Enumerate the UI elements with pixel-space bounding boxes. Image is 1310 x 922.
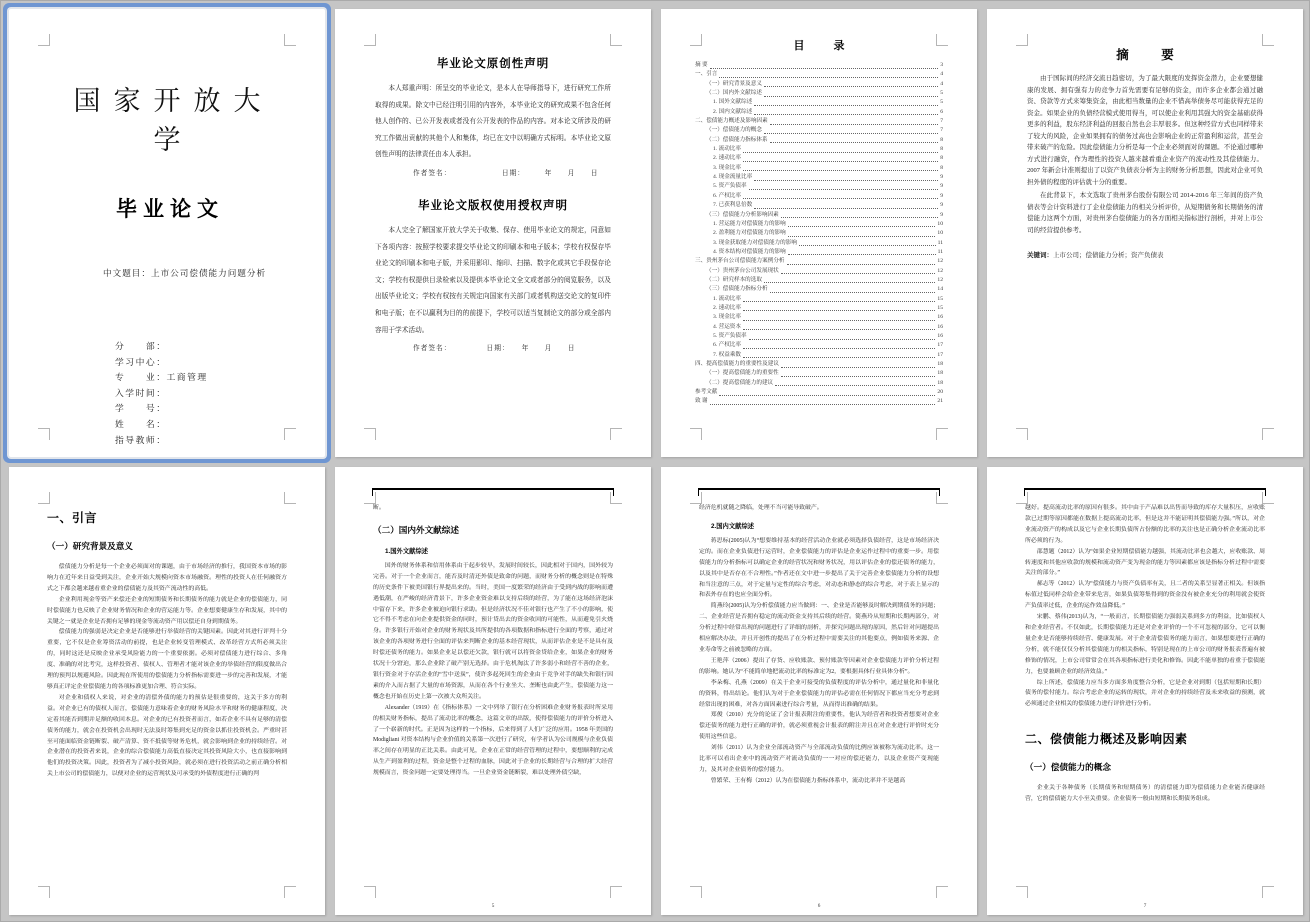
toc-dot-leader [743, 357, 935, 358]
paragraph: 刘伟（2011）认为企业全部流动资产与全部流动负债的比例应该被称为流动比率。这一比率可以看出企业中的流动资产对流动负债的一一对应的偿还能力，以及企业资产变现能力，及其对企业债务的偿付能力。 [699, 745, 939, 773]
toc-entry[interactable] [695, 182, 943, 191]
toc-entry-label: （一）偿债能力的概念 [706, 127, 762, 134]
page-content [661, 467, 977, 915]
toc-dot-leader [743, 320, 935, 321]
toc-entry-label: 1. 营运能力对偿债能力的影响 [713, 220, 786, 227]
toc-list [695, 61, 943, 407]
toc-entry[interactable] [695, 80, 943, 89]
toc-entry[interactable] [695, 145, 943, 154]
paragraph: 郝志等（2012）认为“偿债能力与资产负债率有关，且二者的关系呈显著正相关。但该指标值过低同样会给企业带来危害，如果负债筹集得到的资金没有被企业充分的利用就会使资产负债率过低，企业的运作效益降低。” [1025, 581, 1265, 610]
toc-page-number: 16 [937, 314, 943, 321]
subsubsection-heading: 1.国外文献综述 [385, 547, 429, 555]
toc-entry[interactable] [695, 136, 943, 145]
toc-dot-leader [781, 273, 936, 274]
toc-entry-label: （一）研究背景及意义 [706, 80, 762, 87]
subsubsection-heading: 2.国内文献综述 [711, 522, 755, 530]
toc-page-number: 14 [937, 286, 943, 293]
toc-entry-label: 四、提高偿债能力的重要性及建议 [695, 361, 779, 367]
toc-page-number: 7 [940, 127, 943, 134]
toc-page-number: 12 [937, 276, 943, 283]
toc-entry-label: （一）贵州茅台公司发展现状 [706, 267, 779, 274]
paragraph: 本人郑重声明：所呈交的毕业论文，是本人在导师指导下，进行研究工作所取得的成果。除文中已经注明引用的内容外，本毕业论文的研究成果不包含任何他人创作的、已公开发表或者没有公开发表的作品的内容。对本论文所涉及的研究工作做出贡献的其他个人和集体，均已在文中以明确方式标明。本毕业论文原创性声明的法律责任由本人承担。 [375, 85, 611, 159]
toc-entry[interactable] [695, 61, 943, 70]
abstract-title: 摘 要 [1116, 48, 1184, 62]
keywords-label: 关键词： [1027, 252, 1053, 259]
margin-mark-br [1262, 886, 1274, 898]
paragraph: 宋鹏、蔡伟(2013)认为，“一般而言，长期偿债能力强弱关系到多方的利益，比如债权人和企业经营者。不仅如此，长期偿债能力还是对企业评价的一个不可忽视的部分，它可以衡量企业是否能够持续经营、健康发展。对于企业清偿债务的能力而言，如果想要进行正确的分析，就不能仅仅分析其偿债能力的相关指标，特别是现在的上市公司的财务报表普遍有被修饰的情况，上市公司常常会在其各项指标进行美化和修饰。因此不能单独的看重于偿债能力，也要兼顾企业的经济效益。” [1025, 614, 1265, 675]
toc-page-number: 12 [937, 267, 943, 274]
toc-dot-leader [743, 301, 935, 302]
margin-mark-tr [284, 34, 296, 46]
toc-entry-label: 2. 速动比率 [713, 155, 741, 162]
toc-dot-leader [743, 198, 938, 199]
toc-dot-leader [775, 385, 935, 386]
paragraph: 在此背景下，本文选取了贵州茅台股份有限公司 2014-2016 年三年间的资产负债表等会计资料进行了企业偿债能力的相关分析评价，从短期债务和长期债务的清偿能力这两个方面，对贵州茅台偿债能力的各方面相关指标进行剖析，并对上市公司的经营提供参考。 [1027, 192, 1263, 234]
margin-mark-tl [1016, 34, 1028, 46]
subsection-heading: （一）研究背景及意义 [47, 541, 133, 551]
paragraph: 对企业和债权人来说，对企业的清偿外债的能力的预估是很重要的，这关于多方的利益。对企业已有的债权人而言，偿债能力意味着企业的财务风险水平和财务的健康程度，决定着其能否到期并足额的收回本息。对企业的已有投资者而言，如若企业不具有足够的清偿债务的能力，就会在投资机会出现时无法及时筹集到充足的资金以抓住投资机会。严重时甚至可能面临资金链断裂、破产清算、资不抵债等财务危机，就会影响到企业的持续经营。对企业潜在的投资者来说，企业的综合偿债能力高低直接决定其投资风险大小，也直接影响到他们的投资决策。因此，投资者为了减小投资风险，就必须在进行投资活动之前正确分析相关上市公司的偿债能力，以便对企业的运营现状及可承受的外债程度进行正确的判 [47, 694, 287, 778]
university-name: 国家开放大学 [73, 86, 274, 155]
margin-mark-bl [1016, 886, 1028, 898]
paragraph: 本人完全了解国家开放大学关于收集、保存、使用毕业论文的规定，同意如下各项内容：按照学校要求提交毕业论文的印刷本和电子版本；学校有权保存毕业论文的印刷本和电子版，并采用影印、缩印、扫描、数字化或其它手段保存论文；学校有权提供目录检索以及提供本毕业论文全文或者部分的阅览服务，以及出版毕业论文；学校有权按有关规定向国家有关部门或者机构送交论文的复印件和电子版；在不以赢利为目的的前提下，学校可以适当复制论文的部分或全部内容用于学术活动。 [375, 226, 611, 334]
toc-entry-label: 3. 现金获取能力对偿债能力的影响 [713, 239, 797, 246]
toc-entry-label: 7. 权益乘数 [713, 351, 741, 358]
margin-mark-tl [364, 492, 376, 504]
signature-line: 作者签名： 日期： 年 月 日 [413, 169, 599, 177]
margin-mark-bl [1016, 428, 1028, 440]
toc-page-number: 15 [937, 304, 943, 311]
cover-field: 分 部： [115, 341, 167, 351]
toc-entry[interactable] [695, 126, 943, 135]
toc-dot-leader [781, 217, 938, 218]
paragraph: 蒋思标(2005)认为“想要维持基本的经营活动企业就必须选择负债经营，这是市场经济决定的。而在企业负债进行运营时，企业偿债能力的评估是企业运作过程中的重要一步。用偿债能力的分析指标可以确定企业的经营状况和财务状况，用以评估企业的偿还债务的能力，以及其中是否存在不合理性。”作者还在文中进一步提出了关于完善企业偿债能力分析的设想和当注意的三点，对于定量与定性的综合考虑，对动态和静态的综合考虑，对于表上显示的和表外存在的也应全面分析。 [699, 537, 939, 599]
margin-mark-bl [364, 886, 376, 898]
toc-entry-label: 二、偿债能力概述及影响因素 [695, 118, 768, 125]
page-thumbnail-4[interactable] [987, 9, 1303, 457]
toc-entry[interactable] [695, 154, 943, 163]
toc-entry-label: 2. 盈利能力对偿债能力的影响 [713, 230, 786, 237]
toc-dot-leader [749, 189, 939, 190]
toc-page-number: 15 [937, 295, 943, 302]
toc-entry-label: 1. 流动比率 [713, 295, 741, 302]
toc-entry[interactable] [695, 369, 943, 378]
toc-entry-label: 5. 资产负债率 [713, 332, 747, 339]
subsection-heading: （二）国内外文献综述 [373, 524, 459, 535]
toc-dot-leader [749, 339, 936, 340]
cover-field: 入学时间： [115, 387, 167, 398]
margin-mark-br [610, 428, 622, 440]
toc-dot-leader [710, 404, 936, 405]
cover-fields [115, 339, 285, 448]
subsection-heading: （一）偿债能力的概念 [1025, 762, 1111, 773]
toc-page-number: 18 [937, 379, 943, 386]
paragraph: 偿债能力的强弱是决定企业是否能够进行举债经营的关键因素。因此对其进行评判十分重要，它不仅是企业筹资活动的前提，也是企业转变管理模式、改革经营方式所必须关注的，同时这还是反映企业承受风险能力的一个重要依据。必须对偿债能力进行综合、多角度、准确的对比考究，这样投资者、债权人、管理者才能对该企业的举债经营的限度做出合理的预判以规避风险。因此现在所使用的偿债能力分析指标需要进一步的完善和发展，才能够真正评定企业偿债能力的各项标准更加合理、符合实际。 [47, 629, 287, 690]
continuation-line: 断。 [373, 505, 385, 511]
paragraph: 曾繁荣、王有梅（2012）认为在偿债能力指标体系中，流动比率并不是越高 [710, 777, 906, 784]
margin-mark-br [284, 886, 296, 898]
toc-page-number: 6 [940, 108, 943, 115]
toc-entry-label: 6. 产权比率 [713, 192, 741, 199]
margin-mark-tl [690, 34, 702, 46]
toc-entry[interactable] [695, 108, 943, 117]
toc-page-number: 9 [940, 174, 943, 181]
toc-dot-leader [788, 236, 936, 237]
page-content [335, 467, 651, 915]
toc-dot-leader [764, 133, 938, 134]
toc-dot-leader [754, 180, 938, 181]
page-header-rule [1024, 488, 1266, 490]
toc-entry-label: （二）国内外文献综述 [706, 90, 762, 97]
paragraph: 企业关于各种债务（长期债务和短期债务）的清偿能力即为偿债能力企业能否健康经营，它的偿债能力大小至关重要。企业债务一般由短期和长期债务组成。 [1025, 785, 1265, 803]
continuation-line: 经济危机就随之降临，处理不当可能导致破产。 [699, 505, 823, 511]
toc-page-number: 8 [940, 164, 943, 171]
toc-page-number: 17 [937, 342, 943, 349]
toc-dot-leader [743, 310, 935, 311]
toc-page-number: 8 [940, 146, 943, 153]
toc-page-number: 18 [937, 370, 943, 377]
thesis-topic-line: 中文题目：上市公司偿债能力问题分析 [103, 268, 267, 278]
margin-mark-bl [38, 428, 50, 440]
toc-dot-leader [743, 329, 935, 330]
toc-entry[interactable] [695, 332, 943, 341]
toc-entry[interactable] [695, 360, 943, 369]
toc-dot-leader [764, 86, 938, 87]
toc-page-number: 4 [940, 71, 943, 78]
toc-dot-leader [743, 152, 938, 153]
toc-entry-label: （二）提高偿债能力的建议 [706, 379, 774, 386]
signature-line: 作者签名： 日期： 年 月 日 [413, 345, 576, 353]
toc-entry-label: 4. 现金流量比率 [713, 174, 753, 181]
margin-mark-tr [936, 34, 948, 46]
toc-page-number: 9 [940, 192, 943, 199]
toc-dot-leader [764, 96, 938, 97]
toc-entry-label: 1. 流动比率 [713, 146, 741, 153]
toc-entry[interactable] [695, 70, 943, 79]
toc-dot-leader [743, 348, 935, 349]
margin-mark-br [936, 428, 948, 440]
toc-page-number: 4 [940, 80, 943, 87]
section-heading: 一、引言 [47, 511, 98, 525]
page-thumbnail-8[interactable] [987, 467, 1303, 915]
toc-entry-label: 一、引言 [695, 71, 718, 78]
toc-entry-label: 2. 速动比率 [713, 304, 741, 311]
toc-dot-leader [754, 114, 938, 115]
toc-page-number: 20 [937, 389, 943, 396]
paragraph: 王艳萍（2006）提出了存货、应收账款、预付账款等因素对企业偿债能力评价分析过程的影响。她认为“不能简单地把流动比率的标准定为2，要根据具体行业具体分析”。 [699, 657, 939, 675]
page-number: 6 [817, 903, 821, 909]
page-content [9, 9, 325, 457]
margin-mark-br [610, 886, 622, 898]
toc-page-number: 12 [937, 258, 943, 265]
cover-field: 姓 名： [115, 418, 167, 429]
toc-entry[interactable] [695, 201, 943, 210]
toc-dot-leader [764, 282, 935, 283]
toc-page-number: 5 [940, 90, 943, 97]
margin-mark-tr [284, 492, 296, 504]
keywords-line [1027, 250, 1263, 262]
margin-mark-br [284, 428, 296, 440]
page-header-rule [698, 488, 940, 490]
toc-page-number: 21 [937, 398, 943, 405]
toc-page-number: 10 [937, 220, 943, 227]
toc-entry[interactable] [695, 313, 943, 322]
paragraph: 偿债能力分析是每一个企业必须面对的课题，由于市场经济的推行，我国资本市场的影响力在近年来日益受到关注，企业开始大规模向资本市场融资。理性的投资人在任何融资方式之下都会越来越看重企业的偿债能力及其资产流动性的高低。 [47, 564, 287, 592]
toc-entry-label: 4. 资本结构对偿债能力的影响 [713, 248, 786, 255]
toc-dot-leader [787, 264, 936, 265]
toc-entry-label: 1. 国外文献综述 [713, 99, 753, 106]
toc-entry[interactable] [695, 351, 943, 360]
declaration-title: 毕业论文版权使用授权声明 [418, 199, 568, 212]
toc-dot-leader [770, 292, 936, 293]
toc-page-number: 8 [940, 155, 943, 162]
toc-entry-label: （三）偿债能力指标分析 [706, 286, 768, 293]
toc-entry[interactable] [695, 239, 943, 248]
toc-entry-label: 3. 现金比率 [713, 314, 741, 321]
toc-page-number: 9 [940, 183, 943, 190]
toc-dot-leader [781, 376, 936, 377]
paragraph: 国外的财务体系和信用体系由于起步较早，发展时间较长，因此相对于国内，国外较为完善。对于一个企业而言，能否及时清还外债是致命的问题，而财务分析的概念则是在特殊的历史条件下被美国银行界提出来的。当时，美国一度繁荣的经济由于受到内战的影响而遭遇低潮，在严峻的经济背景下，许多企业资金难以支持后续的经营，为了能在这场经济泡沫中留存下来，许多企业被迫向银行求助。但是经济状况不佳对银行也产生了不小的影响，使它不得不考虑在向企业提供资金的同时，预计贷出去的资金收回的可能性，从而避免引火烧身。许多银行开始对企业的财务现状及其所提供的各项数据和指标进行全面的考察，通过对该企业的各项财务进行全面的评估来判断企业的基本经营现状，从而评估企业是不是具有及时偿还债务的能力。如果企业足以偿还欠款，银行就可以将资金贷给企业，如果企业的财务状况十分窘迫，那么企业除了破产别无选择。由于危机淘汰了许多弱小和经营不善的企业，银行资金对于存活企业的“雪中送炭”，使许多起死回生的企业由于竞争对手的缺失和银行因素的介入而占据了大量的市场资源，从而在各个行业坐大、垄断也由此产生，偿债能力这一概念也开始在历史上第一次被大众所关注。 [373, 562, 613, 700]
page-content [987, 9, 1303, 457]
toc-dot-leader [743, 161, 938, 162]
margin-mark-bl [364, 428, 376, 440]
margin-mark-br [936, 886, 948, 898]
margin-mark-br [1262, 428, 1274, 440]
paragraph: 简燕玲(2005)认为分析偿债能力应当做到：一、企业是否能够及时解决到期债务的问题；二、企业经营是否拥有稳定的流动资金支持其后续的经营。简燕玲从短期和长期两部分，对分析过程中经常出现的问题进行了详细的剖析，并探究问题出现的原因，然后针对问题提出相应解决办法，并且开创性的提出了在分析过程中需要关注的其他要点，例如债务来源、企业寿命等之前被忽略的方面。 [699, 603, 939, 653]
page-header-rule [372, 488, 614, 490]
toc-entry[interactable] [695, 117, 943, 126]
margin-mark-tr [1262, 34, 1274, 46]
paragraph: 综上所述，偿债能力应当多方面多角度整合分析，它是企业对到期（包括短期和长期）债务的偿付能力。综合考虑企业的运转的现状，并对企业的持续经营及未来收益的预测，就必须通过企业相关的偿债能力进行评价进行分析。 [1025, 679, 1265, 708]
toc-entry[interactable] [695, 211, 943, 220]
toc-entry-label: （二）偿债能力指标体系 [706, 136, 768, 143]
toc-page-number: 8 [940, 136, 943, 143]
toc-entry[interactable] [695, 379, 943, 388]
toc-entry-label: （一）提高偿债能力的重要性 [706, 370, 779, 377]
continuation-line: 越好。提高流动比率的原因有很多。其中由于产品难以出售而导致的库存大量积压，应收账款已过期等原因都能在数据上提高流动比率，但是这并不能证明其偿债能力强。”所以，对企业流动资产的构成以及它与企业长期负债所占份额的比率的关注也是正确分析企业流动比率所必须的行为。 [1025, 505, 1265, 544]
cover-field: 学习中心： [115, 356, 167, 367]
toc-entry-label: 7. 已获利息倍数 [713, 202, 753, 209]
toc-entry[interactable] [695, 248, 943, 257]
paragraph: 郑俊（2010）充分的论证了会计报表附注的重要性，他认为经营者和投资者想要对企业偿还债务的能力进行正确的评价，就必须重视会计报表的附注并且在对企业进行评价时充分使用这些信息。 [699, 712, 939, 741]
toc-entry-label: 3. 现金比率 [713, 164, 741, 171]
toc-dot-leader [719, 77, 938, 78]
toc-page-number: 18 [937, 361, 943, 367]
toc-dot-leader [719, 395, 935, 396]
toc-dot-leader [788, 226, 936, 227]
page-content [987, 467, 1303, 915]
paragraph: 由于国际间的经济交流日趋密切，为了最大限度的发挥资金潜力，企业要想健康的发展、拥有强有力的竞争力首先需要有足够的资金，而许多企业都会通过融资、贷款等方式来筹集资金，由此相当数量的企业不惜高举债务尽可能获得充足的资金。如果企业的负债经营模式使用得当，可以使企业利用其强大的资金基础获得更多的利益，股东经济利益的回报自然也会丰厚很多。但这种经营方式也同样带来了较大的风险，企业如果拥有的债务过高也会影响企业的正常盈利和运营，甚至会带来破产的危险。因此偿债能力分析是每一个企业必须面对的课题。不论通过哪种方式进行融资，作为理性的投资人越来越看重企业资产的流动性及其偿债能力。2007 年新会计准则提出了以资产负债表分析为主的财务分析思想，因此对企业可负担外债的程度的评估就十分的重要。 [1027, 75, 1263, 186]
toc-entry-label: 4. 营运资本 [713, 323, 741, 330]
paragraph: Alexander（1919）在《指标体系》一文中列举了银行在分析困难企业财务报表时所采用的相关财务指标，提出了流动比率的概念，这篇文章的出版，使得偿债能力的评价分析进入了一个崭新的时代。正是因为这样的一个指标，后来得到了人们广泛的应用。1958 年美国的 Modigliani 对资本结构与企业价值的关系第一次进行了研究，有学者认为公司规模与企业负债率之间存在明显的正比关系。由此可见，企业在正常的经营管理的过程中，要想顺利的完成从生产到盈利的过程，资金是整个过程的血脉，因此对于企业的长期经营与合理的扩大经营规模而言，资金问题一定要处理得当。一旦企业资金链断裂，难以处理外债空缺， [373, 704, 613, 777]
keywords-text: 上市公司；偿债能力分析；资产负债表 [1053, 252, 1164, 259]
page-thumbnail-2[interactable] [335, 9, 651, 457]
toc-entry[interactable] [695, 89, 943, 98]
toc-page-number: 7 [940, 118, 943, 125]
margin-mark-tr [610, 34, 622, 46]
paragraph: 企业利用现金等资产来偿还企业的短期债务和长期债务的能力就是企业的偿债能力，同时偿债能力也反映了企业财务情况和企业的营运能力等。企业想要健康生存和发展，其中的关键之一就是企业是否拥有足够的现金等流动资产用以偿还自身到期债务。 [47, 596, 287, 625]
margin-mark-tl [38, 492, 50, 504]
toc-entry[interactable] [695, 257, 943, 266]
page-number: 5 [491, 903, 495, 909]
toc-entry[interactable] [695, 229, 943, 238]
toc-page-number: 9 [940, 211, 943, 218]
page-thumbnail-1[interactable] [9, 9, 325, 457]
section-heading: 二、偿债能力概述及影响因素 [1025, 732, 1188, 747]
toc-entry-label: 5. 资产负债率 [713, 183, 747, 190]
toc-entry[interactable] [695, 285, 943, 294]
toc-entry-label: 致 谢 [695, 398, 708, 405]
toc-entry-label: （三）偿债能力分析影响因素 [706, 211, 779, 218]
toc-entry[interactable] [695, 323, 943, 332]
toc-entry-label: 2. 国内文献综述 [713, 108, 753, 115]
toc-dot-leader [799, 245, 936, 246]
toc-entry[interactable] [695, 397, 943, 406]
toc-entry[interactable] [695, 295, 943, 304]
cover-field: 指导教师： [115, 434, 167, 445]
toc-page-number: 11 [937, 248, 943, 255]
margin-mark-bl [690, 886, 702, 898]
toc-dot-leader [788, 254, 936, 255]
toc-entry[interactable] [695, 173, 943, 182]
cover-field: 专 业：工商管理 [115, 372, 208, 383]
paragraph: 李朵梅、孔燕（2009）在关于企业可接受的负债程度的评估分析中，通过量化和非量化的资料，得出结论。他们认为对于企业偿债能力的评估必需在任何情况下都应当充分考虑到经常出现的困难，对各方面因素进行综合考量，从而得出准确的结果。 [699, 679, 939, 708]
cover-field: 学 号： [115, 403, 167, 414]
toc-entry[interactable] [695, 341, 943, 350]
toc-page-number: 16 [937, 323, 943, 330]
toc-page-number: 17 [937, 351, 943, 358]
margin-mark-tr [610, 492, 622, 504]
toc-entry-label: （二）研究样本的选取 [706, 276, 762, 283]
thesis-title: 毕业论文 [116, 198, 224, 221]
toc-entry[interactable] [695, 98, 943, 107]
toc-dot-leader [781, 367, 935, 368]
margin-mark-bl [38, 886, 50, 898]
toc-entry-label: 三、贵州茅台公司偿债能力案例分析 [695, 258, 785, 265]
toc-page-number: 9 [940, 202, 943, 209]
toc-dot-leader [710, 68, 939, 69]
toc-entry[interactable] [695, 304, 943, 313]
toc-entry[interactable] [695, 276, 943, 285]
toc-entry[interactable] [695, 192, 943, 201]
toc-dot-leader [754, 105, 938, 106]
margin-mark-tl [690, 492, 702, 504]
margin-mark-bl [690, 428, 702, 440]
margin-mark-tl [1016, 492, 1028, 504]
toc-dot-leader [743, 170, 938, 171]
page-number: 7 [1143, 903, 1147, 909]
toc-title: 目 录 [793, 40, 854, 52]
toc-page-number: 11 [937, 239, 943, 246]
toc-dot-leader [754, 208, 938, 209]
page-thumbnail-6[interactable] [335, 467, 651, 915]
toc-page-number: 16 [937, 332, 943, 339]
toc-page-number: 10 [937, 230, 943, 237]
toc-entry[interactable] [695, 164, 943, 173]
toc-dot-leader [770, 142, 939, 143]
margin-mark-tl [38, 34, 50, 46]
toc-entry-label: 参考文献 [695, 389, 718, 396]
toc-entry[interactable] [695, 220, 943, 229]
toc-dot-leader [770, 124, 938, 125]
toc-page-number: 3 [940, 62, 943, 68]
page-thumbnail-3[interactable] [661, 9, 977, 457]
page-content [661, 9, 977, 457]
margin-mark-tr [936, 492, 948, 504]
page-content [335, 9, 651, 457]
page-thumbnail-5[interactable] [9, 467, 325, 915]
margin-mark-tr [1262, 492, 1274, 504]
margin-mark-tl [364, 34, 376, 46]
declaration-title: 毕业论文原创性声明 [436, 58, 550, 70]
toc-entry-label: 摘 要 [695, 62, 708, 68]
paragraph: 邵慧题（2012）认为“如果企业短期偿债能力越强，其流动比率也会越大，应收账款、周转速度和其他应收款的规模和流动资产变为现金的能力等因素都应该是指标分析过程中需要关注的部分。” [1025, 548, 1265, 577]
toc-entry[interactable] [695, 388, 943, 397]
toc-entry[interactable] [695, 267, 943, 276]
page-thumbnail-7[interactable] [661, 467, 977, 915]
toc-entry-label: 6. 产权比率 [713, 342, 741, 349]
toc-page-number: 5 [940, 99, 943, 106]
page-content [9, 467, 325, 915]
